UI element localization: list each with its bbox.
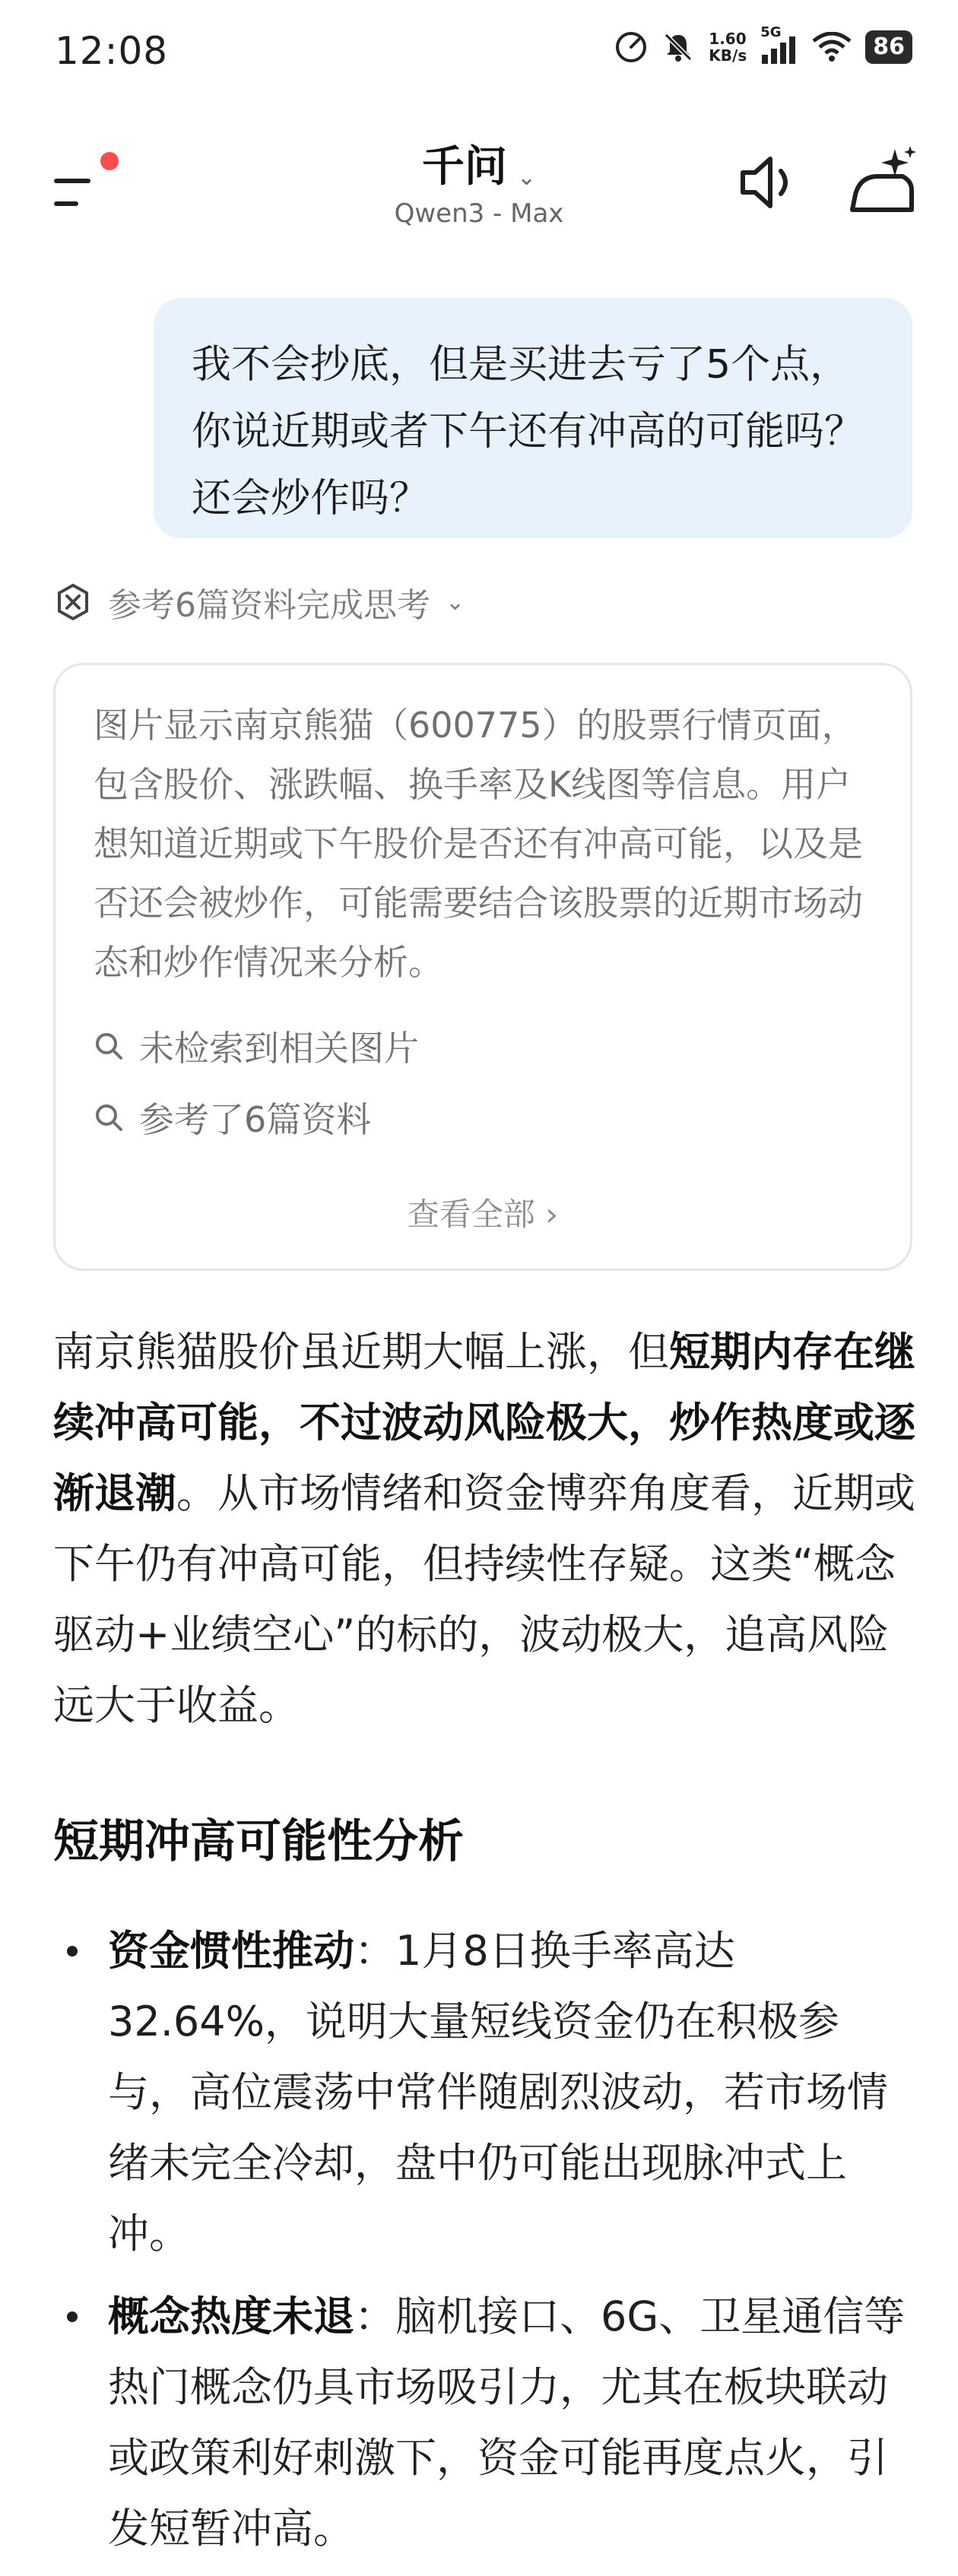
search-icon: [94, 1102, 124, 1133]
answer-paragraph: [53, 1317, 920, 1741]
app-title: 千问: [421, 142, 507, 192]
speaker-icon: [734, 148, 802, 217]
ai-logo-icon: [53, 582, 93, 622]
model-switcher[interactable]: [327, 133, 631, 229]
thinking-label: 参考6篇资料完成思考: [108, 586, 430, 625]
new-chat-sparkle-icon: [848, 144, 916, 217]
cell-signal: [760, 24, 798, 62]
new-chat-button[interactable]: [848, 144, 916, 217]
net-speed-unit: KB/s: [709, 46, 747, 65]
battery-indicator: 86: [865, 30, 912, 64]
thinking-summary: 图片显示南京熊猫（600775）的股票行情页面，包含股价、涨跌幅、换手率及K线图等信息。用户想知道近期或下午股价是否还有冲高可能，以及是否还会被炒作，可能需要结合该股票的近期市场动态和炒作情况来分析。: [94, 705, 863, 983]
speedometer-icon: [614, 30, 648, 64]
chevron-down-icon: ⌄: [446, 588, 465, 616]
answer-text: 南京熊猫股价虽近期大幅上涨，但: [53, 1328, 669, 1376]
signal-bars-icon: [760, 35, 798, 65]
search-result-text: 参考了6篇资料: [139, 1099, 372, 1140]
wifi-icon: [812, 32, 852, 62]
chevron-right-icon: ›: [545, 1196, 559, 1233]
notification-dot: [100, 152, 119, 170]
model-name: Qwen3 - Max: [394, 198, 564, 229]
menu-button[interactable]: [53, 152, 129, 228]
signal-label: 5G: [760, 24, 782, 40]
bullet-heading: 概念热度未退: [108, 2292, 354, 2340]
bullet-text: ：脑机接口、6G、卫星通信等热门概念仍具市场吸引力，尤其在板块联动或政策利好刺激下，资金可能再度点火，引发短暂冲高。: [108, 2292, 906, 2552]
answer-text: 。从市场情绪和资金博弈角度看，近期或下午仍有冲高可能，但持续性存疑。这类“概念驱动+业绩空心”的标的，波动极大，追高风险远大于收益。: [53, 1469, 915, 1729]
view-all-label: 查看全部: [407, 1196, 535, 1233]
list-item: [53, 1915, 920, 2269]
search-result-text: 未检索到相关图片: [139, 1028, 419, 1069]
net-speed-value: 1.60: [709, 30, 747, 48]
speaker-button[interactable]: [734, 148, 802, 217]
search-result-images: [94, 1021, 419, 1071]
mute-bell-icon: [661, 30, 695, 64]
menu-icon: [53, 167, 114, 220]
bullet-heading: 资金惯性推动: [108, 1927, 354, 1975]
thinking-toggle[interactable]: [53, 578, 465, 626]
chevron-down-icon: ⌄: [516, 164, 537, 191]
thinking-card: [53, 663, 912, 1271]
section-title: 短期冲高可能性分析: [53, 1815, 464, 1868]
search-icon: [94, 1031, 124, 1061]
app-header: [0, 114, 958, 243]
status-time: 12:08: [55, 29, 169, 73]
search-result-sources[interactable]: [94, 1092, 371, 1142]
net-speed: [709, 30, 747, 64]
status-icons: [614, 24, 912, 65]
bullet-text: ：1月8日换手率高达32.64%，说明大量短线资金仍在积极参与，高位震荡中常伴随剧烈波动，若市场情绪未完全冷却，盘中仍可能出现脉冲式上冲。: [108, 1927, 888, 2258]
view-all-button[interactable]: [56, 1190, 910, 1235]
answer-bold-text: 短期内存在继续冲高可能，不过波动风险极大，炒作热度或逐渐退潮: [53, 1328, 915, 1517]
status-bar: [0, 0, 958, 99]
bullet-list: [53, 1915, 920, 2576]
user-message-text: 我不会抄底，但是买进去亏了5个点，你说近期或者下午还有冲高的可能吗？还会炒作吗？: [192, 342, 864, 521]
user-message-bubble[interactable]: [154, 298, 912, 538]
list-item: [53, 2281, 920, 2564]
